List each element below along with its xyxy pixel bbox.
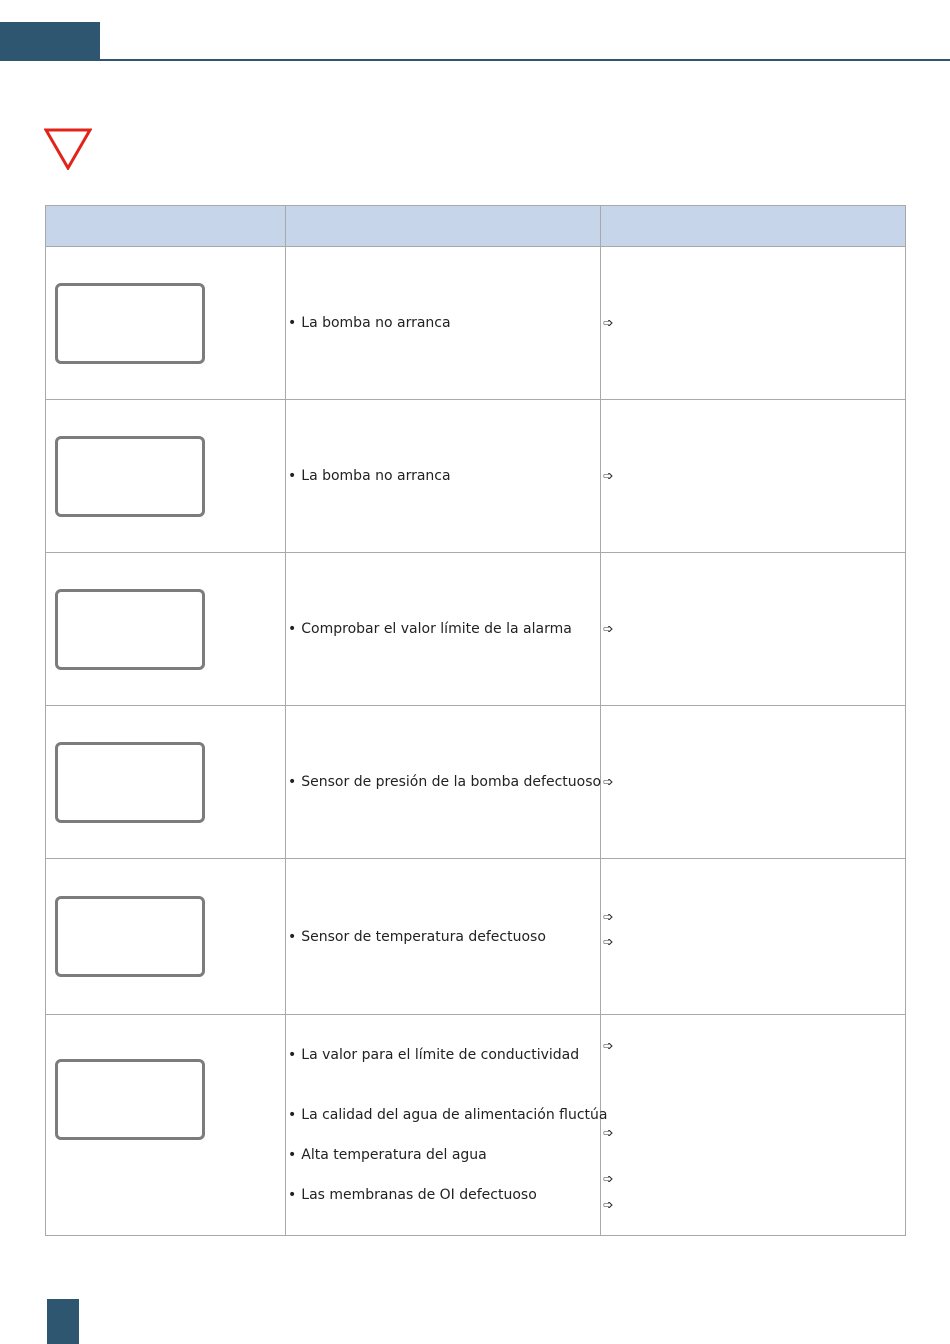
arrow-icon: ➩ [603, 1126, 614, 1141]
cause-item: • Las membranas de OI defectuoso [288, 1187, 537, 1203]
remedy-cell [601, 706, 906, 859]
table-row [46, 1015, 906, 1236]
arrow-icon: ➩ [603, 1172, 614, 1187]
table-header-row [46, 206, 906, 247]
cause-item: • La valor para el límite de conductividad [288, 1047, 580, 1063]
cause-cell [286, 1015, 608, 1236]
display-screen [55, 896, 205, 977]
table-row [46, 706, 906, 859]
remedy-cell [601, 1015, 906, 1236]
cause-item: • La calidad del agua de alimentación fluctúa [288, 1107, 608, 1123]
header-tab [0, 22, 100, 61]
cause-cell [286, 706, 601, 859]
troubleshooting-table [45, 205, 906, 1236]
arrow-icon: ➩ [603, 315, 614, 331]
display-screen [55, 742, 205, 823]
cause-cell [286, 553, 601, 706]
display-cell [46, 859, 286, 1015]
table-row [46, 553, 906, 706]
arrow-icon: ➩ [603, 1039, 614, 1054]
table-row [46, 400, 906, 553]
arrow-icon: ➩ [603, 468, 614, 484]
remedy-cell [601, 400, 906, 553]
arrow-icon: ➩ [603, 1198, 614, 1213]
cause-cell [286, 247, 601, 400]
arrow-icon: ➩ [603, 935, 614, 950]
header-cell-cause [286, 206, 601, 247]
cause-item: • Alta temperatura del agua [288, 1147, 487, 1163]
cause-cell [286, 859, 601, 1015]
header-rule [100, 59, 950, 61]
header-cell-display [46, 206, 286, 247]
footer-tab [47, 1299, 79, 1344]
table-row [46, 247, 906, 400]
display-cell [46, 247, 286, 400]
header-cell-remedy [601, 206, 906, 247]
cause-item: • La bomba no arranca [288, 315, 451, 331]
cause-item: • Comprobar el valor límite de la alarma [288, 621, 572, 637]
cause-item: • La bomba no arranca [288, 468, 451, 484]
cause-item: • Sensor de presión de la bomba defectuoso [288, 774, 602, 790]
display-cell [46, 706, 286, 859]
display-screen [55, 589, 205, 670]
remedy-cell [601, 859, 906, 1015]
display-cell [46, 1015, 286, 1236]
remedy-cell [601, 247, 906, 400]
display-screen [55, 283, 205, 364]
table-row [46, 859, 906, 1015]
cause-cell [286, 400, 601, 553]
arrow-icon: ➩ [603, 621, 614, 637]
display-screen [55, 436, 205, 517]
cause-item: • Sensor de temperatura defectuoso [288, 928, 546, 945]
arrow-icon: ➩ [603, 910, 614, 925]
display-screen [55, 1059, 205, 1140]
remedy-cell [601, 553, 906, 706]
arrow-icon: ➩ [603, 774, 614, 790]
display-cell [46, 400, 286, 553]
warning-triangle-icon [44, 128, 92, 170]
display-cell [46, 553, 286, 706]
